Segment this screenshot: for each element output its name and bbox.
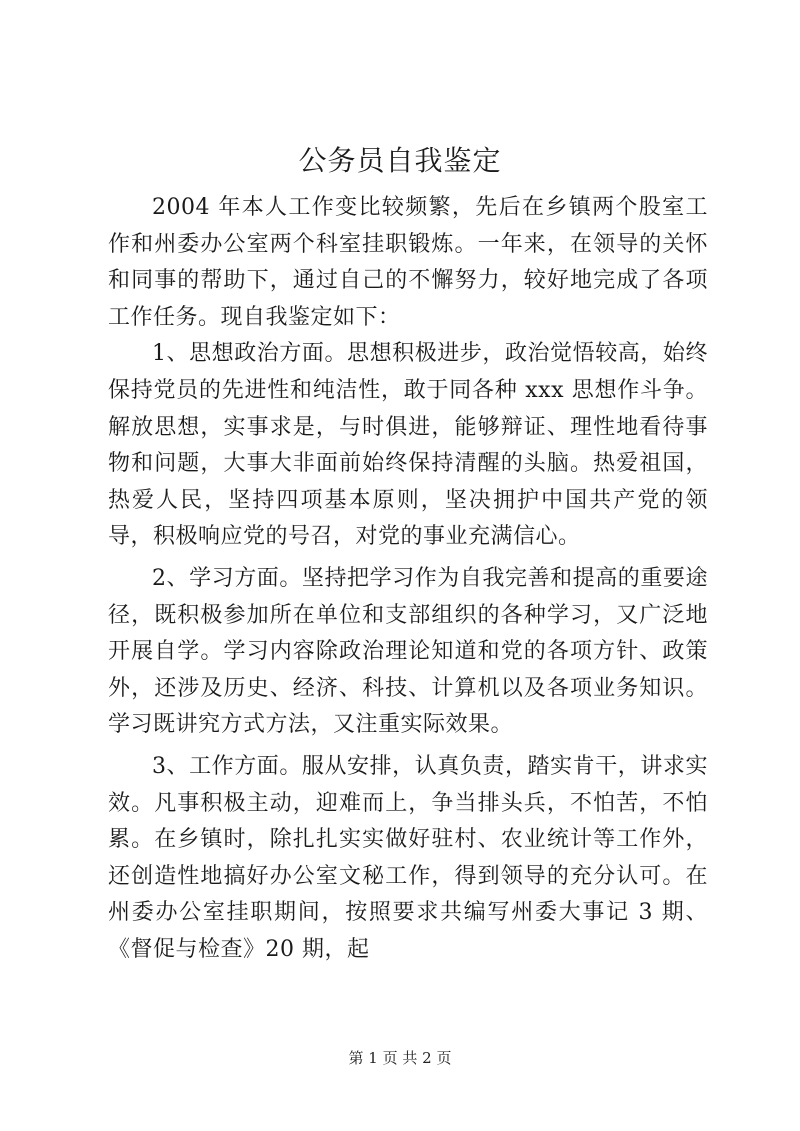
paragraph-political: 1、思想政治方面。思想积极进步，政治觉悟较高，始终保持党员的先进性和纯洁性，敢于同各种 xxx 思想作斗争。解放思想，实事求是，与时俱进，能够辩证、理性地看待事物和问题，大事大非面前始终保持清醒的头脑。热爱祖国，热爱人民，坚持四项基本原则，坚决拥护中国共产党的领导，积极响应党的号召，对党的事业充满信心。 (108, 341, 708, 550)
page-number-footer: 第 1 页 共 2 页 (348, 1049, 452, 1067)
page-title: 公务员自我鉴定 (298, 144, 502, 177)
paragraph-study: 2、学习方面。坚持把学习作为自我完善和提高的重要途径，既积极参加所在单位和支部组织的各种学习，又广泛地开展自学。学习内容除政治理论知道和党的各项方针、政策外，还涉及历史、经济、科技、计算机以及各项业务知识。学习既讲究方式方法，又注重实际效果。 (108, 565, 708, 738)
paragraph-work: 3、工作方面。服从安排，认真负责，踏实肯干，讲求实效。凡事积极主动，迎难而上，争当排头兵，不怕苦，不怕累。在乡镇时，除扎扎实实做好驻村、农业统计等工作外，还创造性地搞好办公室文秘工作，得到领导的充分认可。在州委办公室挂职期间，按照要求共编写州委大事记 3 期、《督促与检查》20 期，起 (108, 753, 708, 962)
paragraph-intro: 2004 年本人工作变比较频繁，先后在乡镇两个股室工作和州委办公室两个科室挂职锻炼。一年来，在领导的关怀和同事的帮助下，通过自己的不懈努力，较好地完成了各项工作任务。现自我鉴定如下： (108, 195, 708, 330)
document-body (108, 190, 708, 968)
